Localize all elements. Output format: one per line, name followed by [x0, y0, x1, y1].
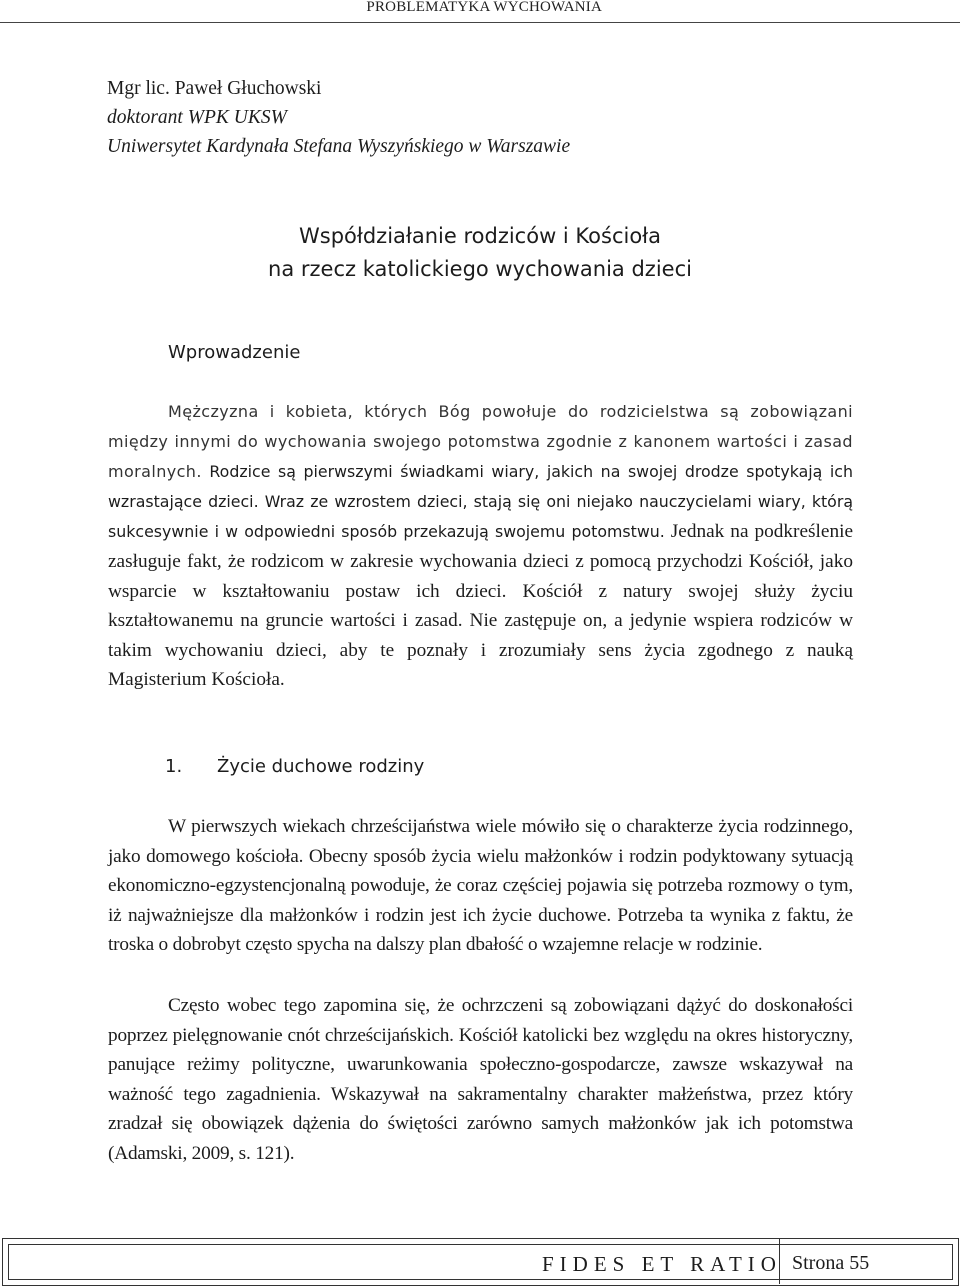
author-block — [107, 74, 570, 161]
journal-name: FIDES ET RATIO — [542, 1252, 782, 1276]
intro-text-a: Mężczyzna i kobieta, których Bóg powołuje do rodzicielstwa są zobowiązani między innymi do wychowania swojego potomstwa zgodnie z kanonem wartości i zasad moralnych. — [108, 402, 853, 481]
intro-text-b: Rodzice są pierwszymi świadkami wiary, jakich na swojej drodze spotykają ich wzrastające dzieci. — [108, 462, 853, 511]
running-header: PROBLEMATYKA WYCHOWANIA — [366, 0, 602, 15]
title-line-1: Współdziałanie rodziców i Kościoła — [298, 224, 662, 248]
section-heading — [165, 756, 424, 777]
header-rule — [0, 22, 960, 23]
author-affiliation: Uniwersytet Kardynała Stefana Wyszyńskiego w Warszawie — [107, 136, 571, 157]
section-paragraph-2: Często wobec tego zapomina się, że ochrzczeni są zobowiązani dążyć do doskonałości poprzez pielęgnowanie cnót chrześcijańskich. Kościół katolicki bez względu na okres historyczny, panujące reżimy polityczne, uwarunkowania społeczno-gospodarcze, zawsze wskazywał na ważność tego zagadnienia. Wskazywał na sakramentalny charakter małżeństwa, przez który zradzał się obowiązek dążenia do świętości zarówno samych małżonków jak ich potomstwa (Adamski, 2009, s. 121). — [108, 995, 853, 1164]
section-title: Życie duchowe rodziny — [217, 756, 425, 777]
intro-heading: Wprowadzenie — [168, 342, 301, 363]
intro-text-d: Jednak na podkreślenie zasługuje fakt, że rodzicom w zakresie wychowania dzieci z pomocą przychodzi Kościół, jako wsparcie w kształtowaniu postaw ich dzieci. Kościół z natury swojej służy życiu kształtowanemu na gruncie wartości i zasad. Nie zastępuje on, a jedynie wspiera rodziców w takim wychowaniu dzieci, aby te poznały i zrozumiały sens życia zgodnego z nauką Magisterium Kościoła. — [108, 521, 854, 691]
author-name: Mgr lic. Paweł Głuchowski — [107, 78, 322, 99]
page-number: Strona 55 — [792, 1252, 870, 1274]
intro-text-c: Wraz ze wzrostem dzieci, stają się oni niejako nauczycielami wiary, którą sukcesywnie i w odpowiedni sposób przekazują swojemu potomstwu. — [108, 492, 854, 541]
author-role: doktorant WPK UKSW — [107, 107, 287, 128]
intro-paragraph — [108, 397, 853, 695]
article-title — [0, 220, 960, 286]
title-line-2: na rzecz katolickiego wychowania dzieci — [268, 257, 692, 281]
section-paragraph-1: W pierwszych wiekach chrześcijaństwa wiele mówiło się o charakterze życia rodzinnego, jako domowego kościoła. Obecny sposób życia wielu małżonków i rodzin podyktowany sytuacją ekonomiczno-egzystencjonalną powoduje, że coraz częściej pojawia się potrzeba rozmowy o tym, iż najważniejsze dla małżonków i rodzin jest ich życie duchowe. Potrzeba ta wynika z faktu, że troska o dobrobyt często spycha na dalszy plan dbałość o wzajemne relacje w rodzinie. — [108, 816, 853, 956]
section-number: 1. — [165, 756, 183, 777]
